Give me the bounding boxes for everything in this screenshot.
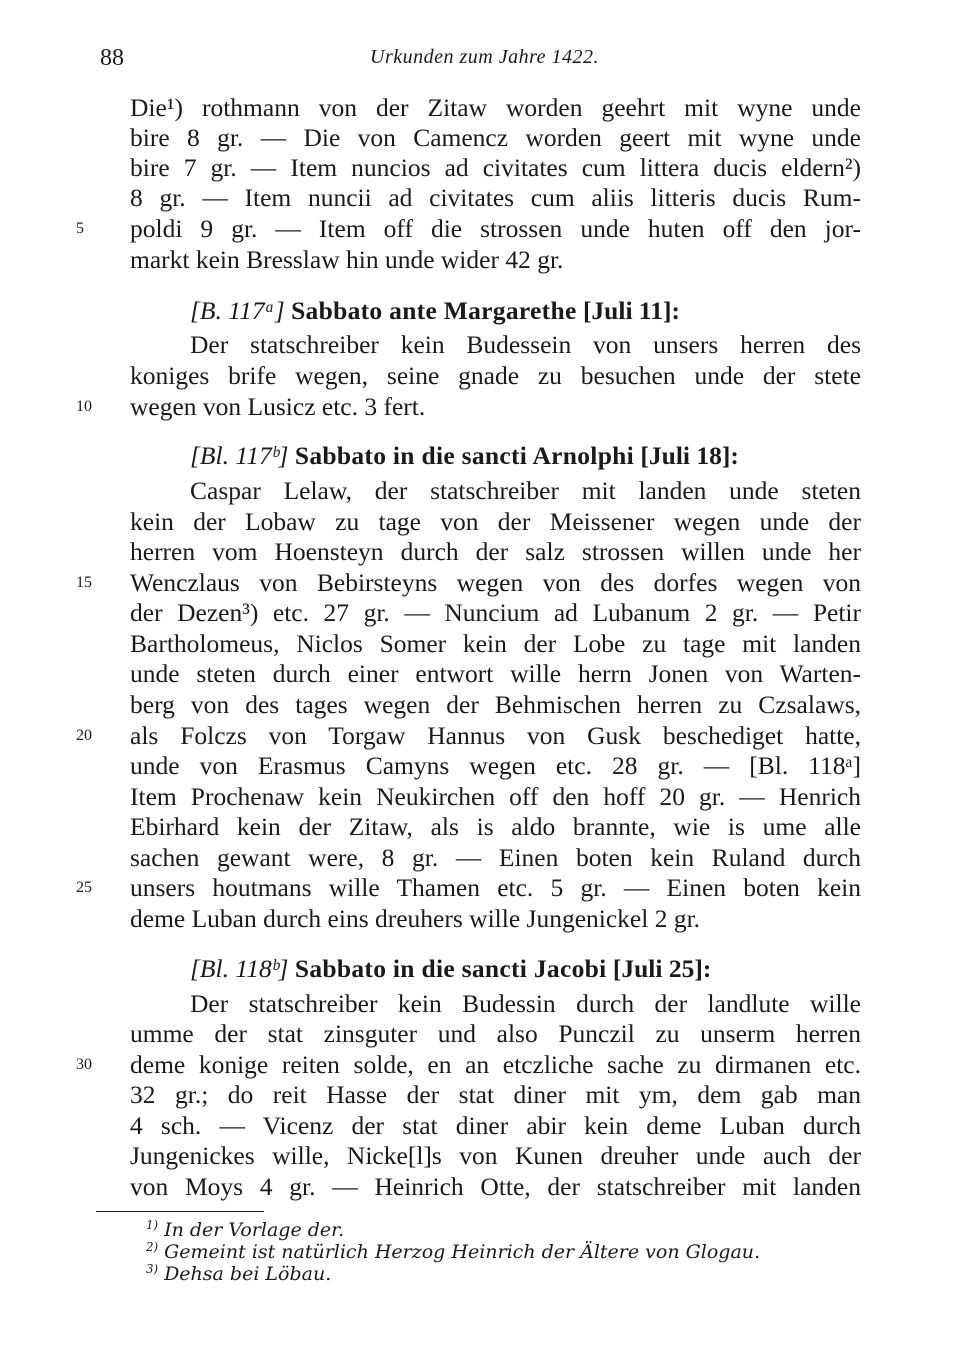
footnote-rule (96, 1211, 264, 1212)
footnote-text: Gemeint ist natürlich Herzog Heinrich der Ältere von Glogau. (164, 1241, 761, 1263)
body-line: markt kein Bresslaw hin unde wider 42 gr. (130, 245, 564, 274)
body-line: 4 sch. — Vicenz der stat diner abir kein deme Luban durch (130, 1111, 861, 1140)
running-head: Urkunden zum Jahre 1422. (370, 46, 600, 68)
footnote (146, 1263, 331, 1287)
section-heading (190, 954, 861, 984)
body-line: Der statschreiber kein Budessin durch der landlute wille (190, 989, 861, 1018)
body-line: bire 8 gr. — Die von Camencz worden geert mit wyne unde (130, 123, 861, 152)
body-line: berg von des tages wegen der Behmischen herren zu Czsalaws, (130, 690, 861, 719)
body-line: herren vom Hoensteyn durch der salz strossen willen unde her (130, 537, 861, 566)
body-line: Die¹) rothmann von der Zitaw worden geehrt mit wyne unde (130, 93, 861, 122)
body-line: poldi 9 gr. — Item off die strossen unde huten off den jor- (130, 214, 861, 243)
folio-reference: [B. 117ᵃ] (190, 296, 285, 325)
section-date: [Juli 11]: (582, 296, 680, 325)
page-number: 88 (100, 45, 124, 71)
body-line: Bartholomeus, Niclos Somer kein der Lobe zu tage mit landen (130, 629, 861, 658)
footnote-mark: 1) (146, 1218, 159, 1232)
footnote (146, 1219, 344, 1243)
body-line: deme Luban durch eins dreuhers wille Jungenickel 2 gr. (130, 904, 701, 933)
body-line: kein der Lobaw zu tage von der Meissener wegen unde der (130, 507, 861, 536)
body-line: unde von Erasmus Camyns wegen etc. 28 gr. — [Bl. 118ᵃ] (130, 751, 861, 780)
section-date: [Juli 18]: (640, 441, 739, 470)
line-number: 5 (76, 220, 84, 237)
section-title: Sabbato ante Margarethe (291, 296, 577, 325)
line-number: 10 (76, 398, 92, 415)
body-line: wegen von Lusicz etc. 3 fert. (130, 392, 426, 421)
section-title: Sabbato in die sancti Arnolphi (294, 441, 635, 470)
body-line: Ebirhard kein der Zitaw, als is aldo brannte, wie is ume alle (130, 812, 861, 841)
body-line: koniges brife wegen, seine gnade zu besuchen unde der stete (130, 361, 861, 390)
body-line: Der statschreiber kein Budessein von unsers herren des (190, 330, 861, 359)
body-line: der Dezen³) etc. 27 gr. — Nuncium ad Lubanum 2 gr. — Petir (130, 598, 861, 627)
body-line: Wenczlaus von Bebirsteyns wegen von des dorfes wegen von (130, 568, 861, 597)
footnote-text: In der Vorlage der. (164, 1219, 345, 1241)
line-number: 30 (76, 1056, 92, 1073)
section-heading (190, 441, 861, 471)
body-line: Caspar Lelaw, der statschreiber mit landen unde steten (190, 476, 861, 505)
body-line: bire 7 gr. — Item nuncios ad civitates cum littera ducis eldern²) (130, 153, 861, 182)
body-line: unde steten durch einer entwort wille herrn Jonen von Warten- (130, 659, 861, 688)
line-number: 25 (76, 879, 92, 896)
line-number: 15 (76, 574, 92, 591)
body-line: 32 gr.; do reit Hasse der stat diner mit ym, dem gab man (130, 1080, 861, 1109)
footnote (146, 1241, 760, 1265)
section-title: Sabbato in die sancti Jacobi (294, 954, 607, 983)
body-line: als Folczs von Torgaw Hannus von Gusk beschediget hatte, (130, 721, 861, 750)
body-line: 8 gr. — Item nuncii ad civitates cum aliis litteris ducis Rum- (130, 183, 861, 212)
section-date: [Juli 25]: (612, 954, 712, 983)
body-line: umme der stat zinsguter und also Punczil zu unserm herren (130, 1019, 861, 1048)
body-line: deme konige reiten solde, en an etczliche sache zu dirmanen etc. (130, 1050, 861, 1079)
body-line: sachen gewant were, 8 gr. — Einen boten kein Ruland durch (130, 843, 861, 872)
folio-reference: [Bl. 118ᵇ] (190, 954, 289, 983)
body-line: unsers houtmans wille Thamen etc. 5 gr. — Einen boten kein (130, 873, 861, 902)
line-number: 20 (76, 727, 92, 744)
folio-reference: [Bl. 117ᵇ] (190, 441, 289, 470)
footnote-text: Dehsa bei Löbau. (164, 1263, 332, 1285)
body-line: von Moys 4 gr. — Heinrich Otte, der statschreiber mit landen (130, 1172, 861, 1201)
body-line: Item Prochenaw kein Neukirchen off den hoff 20 gr. — Henrich (130, 782, 861, 811)
body-line: Jungenickes wille, Nicke[l]s von Kunen dreuher unde auch der (130, 1141, 861, 1170)
section-heading (190, 296, 861, 326)
footnote-mark: 2) (146, 1240, 159, 1254)
footnote-mark: 3) (146, 1262, 159, 1276)
